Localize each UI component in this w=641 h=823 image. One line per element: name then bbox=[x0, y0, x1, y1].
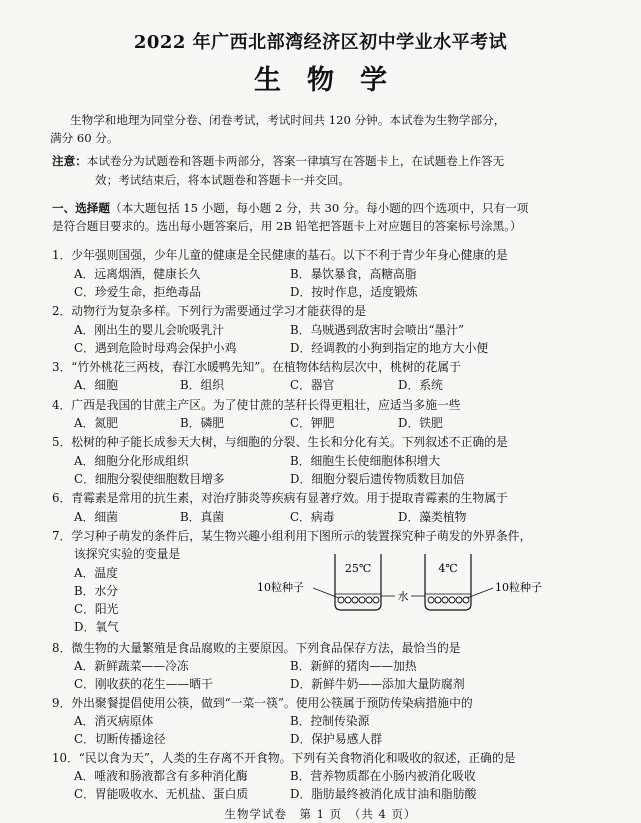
question-8-option-d: D．新鲜牛奶——添加大量防腐剂 bbox=[290, 677, 465, 691]
left-seeds bbox=[338, 597, 379, 603]
question-6-option-d: D．藻类植物 bbox=[398, 510, 467, 524]
question-10-option-b: B．营养物质都在小肠内被消化吸收 bbox=[290, 769, 476, 783]
question-1-stem: 1．少年强则国强，少年儿童的健康是全民健康的基石。以下不利于青少年身心健康的是 bbox=[52, 248, 508, 262]
question-5-option-d: D．细胞分裂后遗传物质数目加倍 bbox=[290, 472, 465, 486]
question-7-option-a: A．温度 bbox=[74, 566, 118, 580]
question-4-option-b: B．磷肥 bbox=[180, 416, 225, 430]
question-4-stem: 4．广西是我国的甘蔗主产区。为了使甘蔗的茎秆长得更粗壮，应适当多施一些 bbox=[52, 398, 461, 412]
question-1-option-b: B．暴饮暴食，高糖高脂 bbox=[290, 267, 417, 281]
question-9-stem: 9．外出聚餐提倡使用公筷，做到“一菜一筷”。使用公筷属于预防传染病措施中的 bbox=[52, 696, 473, 710]
section-text-1: （本大题包括 15 小题，每小题 2 分，共 30 分。每小题的四个选项中，只有一项 bbox=[109, 201, 529, 215]
question-5-option-b: B．细胞生长使细胞体积增大 bbox=[290, 454, 441, 468]
right-seeds bbox=[428, 597, 469, 603]
question-3-option-c: C．器官 bbox=[290, 378, 335, 392]
intro-line-2: 满分 60 分。 bbox=[50, 131, 119, 145]
subject-title: 生物学 bbox=[254, 65, 413, 96]
notice-text-1: 本试卷分为试题卷和答题卡两部分，答案一律填写在答题卡上，在试题卷上作答无 bbox=[86, 154, 505, 168]
question-4-option-a: A．氮肥 bbox=[74, 416, 118, 430]
question-9-option-b: B．控制传染源 bbox=[290, 714, 370, 728]
question-1-option-a: A．远离烟酒，健康长久 bbox=[74, 267, 201, 281]
question-10-stem: 10．“民以食为天”，人类的生存离不开食物。下列有关食物消化和吸收的叙述，正确的是 bbox=[52, 751, 516, 765]
question-7-option-b: B．水分 bbox=[74, 584, 119, 598]
question-9-option-a: A．消灭病原体 bbox=[74, 714, 154, 728]
question-10-option-c: C．胃能吸收水、无机盐、蛋白质 bbox=[74, 787, 249, 801]
question-2-option-d: D．经调教的小狗到指定的地方大小便 bbox=[290, 341, 489, 355]
question-6-stem: 6．青霉素是常用的抗生素，对治疗肺炎等疾病有显著疗效。用于提取青霉素的生物属于 bbox=[52, 491, 508, 505]
question-6-option-c: C．病毒 bbox=[290, 510, 335, 524]
notice-label: 注意： bbox=[52, 154, 87, 168]
question-8-stem: 8．微生物的大量繁殖是食品腐败的主要原因。下列食品保存方法，最恰当的是 bbox=[52, 641, 461, 655]
intro-line-1: 生物学和地理为同堂分卷、闭卷考试，考试时间共 120 分钟。本试卷为生物学部分， bbox=[70, 113, 506, 127]
question-5-stem: 5．松树的种子能长成参天大树，与细胞的分裂、生长和分化有关。下列叙述不正确的是 bbox=[52, 435, 508, 449]
question-6-option-b: B．真菌 bbox=[180, 510, 225, 524]
question-8-option-a: A．新鲜蔬菜——冷冻 bbox=[74, 659, 189, 673]
section-heading: 一、选择题 bbox=[52, 201, 110, 215]
question-6-option-a: A．细菌 bbox=[74, 510, 118, 524]
page-footer: 生物学试卷 第 1 页 （共 4 页） bbox=[224, 807, 417, 821]
question-2-option-c: C．遇到危险时母鸡会保护小鸡 bbox=[74, 341, 237, 355]
question-7-option-c: C．阳光 bbox=[74, 602, 119, 616]
question-4-option-d: D．铁肥 bbox=[398, 416, 443, 430]
question-7-stem-2: 该探究实验的变量是 bbox=[74, 547, 181, 561]
question-5-option-a: A．细胞分化形成组织 bbox=[74, 454, 189, 468]
question-2-option-a: A．刚出生的婴儿会吮吸乳汁 bbox=[74, 323, 225, 337]
section-line-2: 是符合题目要求的。选出每小题答案后，用 2B 铅笔把答题卡上对应题目的答案标号涂黑。） bbox=[52, 219, 522, 233]
question-1-option-c: C．珍爱生命，拒绝毒品 bbox=[74, 285, 201, 299]
question-10-option-d: D．脂肪最终被消化成甘油和脂肪酸 bbox=[290, 787, 477, 801]
question-2-option-b: B．乌贼遇到敌害时会喷出“墨汁” bbox=[290, 323, 465, 337]
question-7-option-d: D．氧气 bbox=[74, 620, 119, 634]
right-seed-label: 10粒种子 bbox=[495, 581, 542, 594]
notice-line-1 bbox=[52, 152, 504, 170]
question-3-option-d: D．系统 bbox=[398, 378, 443, 392]
question-4-option-c: C．钾肥 bbox=[290, 416, 335, 430]
seed-germination-figure bbox=[255, 548, 630, 620]
question-8-option-b: B．新鲜的猪肉——加热 bbox=[290, 659, 417, 673]
question-3-option-a: A．细胞 bbox=[74, 378, 118, 392]
water-label: 水 bbox=[397, 590, 409, 603]
question-7-stem: 7．学习种子萌发的条件后，某生物兴趣小组利用下图所示的装置探究种子萌发的外界条件， bbox=[52, 529, 532, 543]
question-5-option-c: C．细胞分裂使细胞数目增多 bbox=[74, 472, 225, 486]
question-3-stem: 3．“竹外桃花三两枝，春江水暖鸭先知”。在植物体结构层次中，桃树的花属于 bbox=[52, 360, 461, 374]
question-10-option-a: A．唾液和肠液都含有多种消化酶 bbox=[74, 769, 248, 783]
question-2-stem: 2．动物行为复杂多样。下列行为需要通过学习才能获得的是 bbox=[52, 304, 367, 318]
left-temp-label: 25℃ bbox=[344, 562, 372, 575]
section-line-1 bbox=[52, 199, 528, 217]
left-seed-label: 10粒种子 bbox=[257, 581, 304, 594]
question-9-option-c: C．切断传播途径 bbox=[74, 732, 166, 746]
question-8-option-c: C．刚收获的花生——晒干 bbox=[74, 677, 213, 691]
question-1-option-d: D．按时作息，适度锻炼 bbox=[290, 285, 418, 299]
right-temp-label: 4℃ bbox=[438, 562, 458, 575]
notice-line-2: 效；考试结束后，将本试题卷和答题卡一并交回。 bbox=[95, 173, 351, 187]
exam-title: 2022 年广西北部湾经济区初中学业水平考试 bbox=[133, 32, 508, 53]
question-3-option-b: B．组织 bbox=[180, 378, 225, 392]
question-9-option-d: D．保护易感人群 bbox=[290, 732, 383, 746]
